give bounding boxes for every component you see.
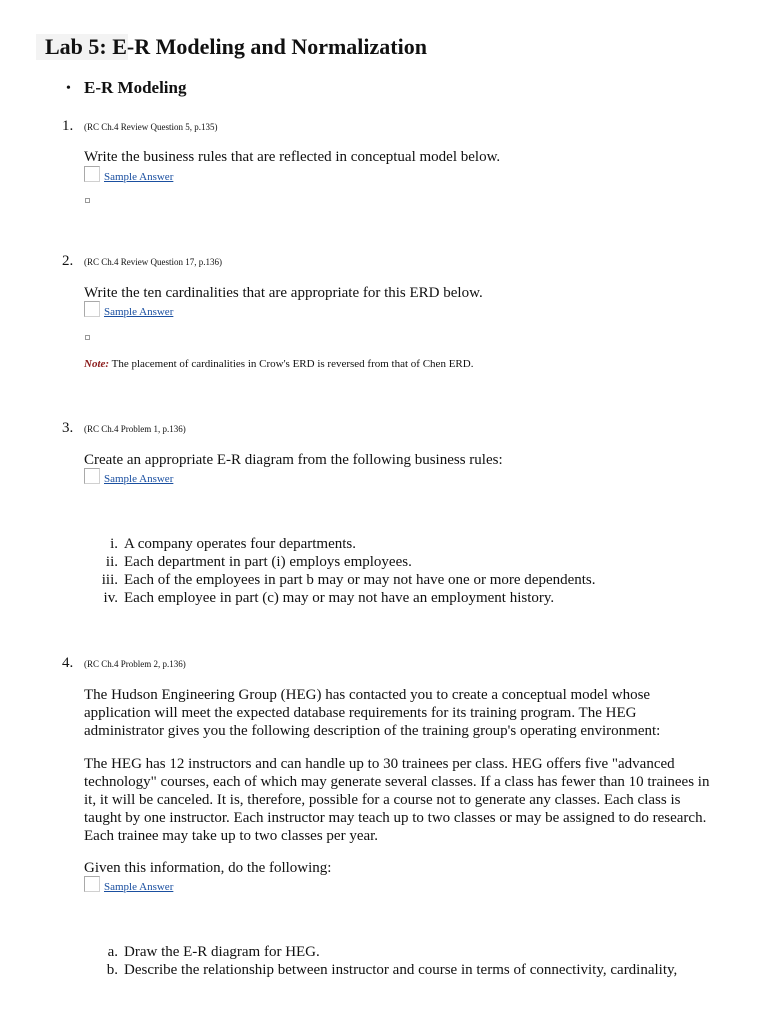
- question-1-reference: (RC Ch.4 Review Question 5, p.135): [84, 122, 218, 132]
- task-text: Draw the E-R diagram for HEG.: [124, 944, 320, 960]
- rule-marker: iii.: [101, 572, 118, 588]
- question-1-number: 1.: [62, 118, 74, 134]
- question-3-answer-image-icon: [84, 468, 100, 484]
- rule-text: Each department in part (i) employs employees.: [124, 554, 412, 570]
- note-label: Note:: [84, 358, 110, 370]
- question-4-reference: (RC Ch.4 Problem 2, p.136): [84, 659, 186, 669]
- question-1-image-placeholder-icon: [85, 198, 90, 203]
- question-2-reference: (RC Ch.4 Review Question 17, p.136): [84, 257, 222, 267]
- question-2-image-placeholder-icon: [85, 335, 90, 340]
- rule-text: Each employee in part (c) may or may not have an employment history.: [124, 590, 555, 606]
- question-4-answer-image-icon: [84, 876, 100, 892]
- rule-text: A company operates four departments.: [124, 536, 357, 552]
- question-2-number: 2.: [62, 253, 74, 269]
- note-text: The placement of cardinalities in Crow's ERD is reversed from that of Chen ERD.: [111, 358, 474, 370]
- rule-marker: ii.: [105, 554, 118, 570]
- question-4-prompt: Given this information, do the following:: [84, 860, 332, 876]
- question-3-number: 3.: [62, 420, 74, 436]
- question-2-sample-answer-link[interactable]: Sample Answer: [104, 306, 174, 318]
- task-marker: a.: [107, 944, 118, 960]
- question-3-sample-answer-link[interactable]: Sample Answer: [104, 473, 174, 485]
- question-4-number: 4.: [62, 655, 74, 671]
- rule-text: Each of the employees in part b may or may not have one or more dependents.: [124, 572, 596, 588]
- question-1-prompt: Write the business rules that are reflected in conceptual model below.: [84, 149, 501, 165]
- question-1-sample-answer-link[interactable]: Sample Answer: [104, 171, 174, 183]
- question-4-paragraph-2: The HEG has 12 instructors and can handle up to 30 trainees per class. HEG offers five "advanced technology" courses, each of which may generate several classes. If a class has fewer than 10 trainees in it, it will be canceled. It is, therefore, possible for a course not to generate any classes. Each class is taught by one instructor. Each instructor may teach up to two classes or may be assigned to do research. Each trainee may take up to two classes per year.: [84, 756, 710, 844]
- question-3-prompt: Create an appropriate E-R diagram from the following business rules:: [84, 452, 503, 468]
- page-title: Lab 5: E-R Modeling and Normalization: [45, 34, 427, 59]
- question-2-answer-image-icon: [84, 301, 100, 317]
- question-2-prompt: Write the ten cardinalities that are appropriate for this ERD below.: [84, 285, 483, 301]
- task-text: Describe the relationship between instructor and course in terms of connectivity, cardinality,: [124, 962, 678, 978]
- rule-marker: iv.: [103, 590, 118, 606]
- task-marker: b.: [106, 962, 118, 978]
- rule-marker: i.: [110, 536, 118, 552]
- question-3-reference: (RC Ch.4 Problem 1, p.136): [84, 424, 186, 434]
- question-4-paragraph-1: The Hudson Engineering Group (HEG) has contacted you to create a conceptual model whose application will meet the expected database requirements for its training program. The HEG administrator gives you the following description of the training group's operating environment:: [84, 687, 661, 739]
- section-bullet: •: [66, 81, 71, 96]
- question-1-answer-image-icon: [84, 166, 100, 182]
- question-4-sample-answer-link[interactable]: Sample Answer: [104, 881, 174, 893]
- question-2-note: [84, 357, 473, 371]
- section-heading: E-R Modeling: [84, 78, 187, 97]
